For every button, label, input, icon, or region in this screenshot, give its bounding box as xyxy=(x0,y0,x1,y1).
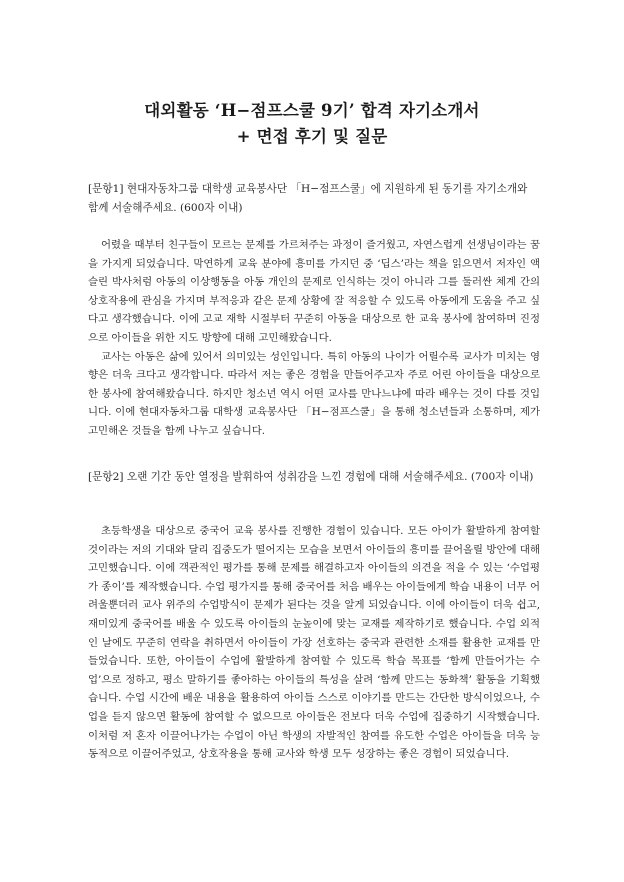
document-title xyxy=(60,98,564,150)
title-line-1: 대외활동 ‘H−점프스쿨 9기’ 합격 자기소개서 xyxy=(144,101,480,120)
answer-2-paragraph-1: 초등학생을 대상으로 중국어 교육 봉사를 진행한 경험이 있습니다. 모든 아이가 활발하게 참여할 것이라는 저의 기대와 달리 집중도가 떨어지는 모습을 보면서 아이들의 흥미를 끌어올릴 방안에 대해 고민했습니다. 이에 객관적인 평가를 통해 문제를 해결하고자 아이들의 의견을 적을 수 있는 ‘수업평가 종이’를 제작했습니다. 수업 평가지를 통해 중국어를 처음 배우는 아이들에게 학습 내용이 너무 어려울뿐더러 교사 위주의 수업방식이 문제가 된다는 것을 알게 되었습니다. 이에 아이들이 더욱 쉽고, 재미있게 중국어를 배울 수 있도록 아이들의 눈높이에 맞는 교재를 제작하기로 했습니다. 수업 외적인 날에도 꾸준히 연락을 취하면서 아이들이 가장 선호하는 중국과 관련한 소재를 활용한 교재를 만들었습니다. 또한, 아이들이 수업에 활발하게 참여할 수 있도록 학습 목표를 ‘함께 만들어가는 수업’으로 정하고, 평소 말하기를 좋아하는 아이들의 특성을 살려 ‘함께 만드는 동화책’ 활동을 기획했습니다. 수업 시간에 배운 내용을 활용하여 아이들 스스로 이야기를 만드는 간단한 방식이었으나, 수업을 듣지 않으면 활동에 참여할 수 없으므로 아이들은 전보다 더욱 수업에 집중하기 시작했습니다. 이처럼 저 혼자 이끌어나가는 수업이 아닌 학생의 자발적인 참여를 유도한 수업은 아이들을 더욱 능동적으로 이끌어주었고, 상호작용을 통해 교사와 학생 모두 성장하는 좋은 경험이 되었습니다. xyxy=(88,525,540,761)
answer-1-paragraph-1: 어렸을 때부터 친구들이 모르는 문제를 가르쳐주는 과정이 즐거웠고, 자연스럽게 선생님이라는 꿈을 가지게 되었습니다. 막연하게 교육 분야에 흥미를 가지던 중 ‘딥스’라는 책을 읽으면서 저자인 액슬린 박사처럼 아동의 이상행동을 아동 개인의 문제로 인식하는 것이 아니라 그를 둘러싼 체계 간의 상호작용에 관심을 가지며 부적응과 같은 문제 상황에 잘 적응할 수 있도록 아동에게 도움을 주고 싶다고 생각했습니다. 이에 고교 재학 시절부터 꾸준히 아동을 대상으로 한 교육 봉사에 참여하며 진정으로 아이들을 위한 지도 방향에 대해 고민해왔습니다. xyxy=(88,239,540,344)
title-line-2: + 면접 후기 및 질문 xyxy=(236,127,388,146)
answer-1 xyxy=(88,236,540,441)
question-2: [문항2] 오랜 기간 동안 열정을 발휘하여 성취감을 느낀 경험에 대해 서술해주세요. (700자 이내) xyxy=(88,471,534,483)
question-1: [문항1] 현대자동차그룹 대학생 교육봉사단 「H−점프스쿨」에 지원하게 된 동기를 자기소개와 함께 서술해주세요. (600자 이내) xyxy=(88,183,528,214)
answer-2 xyxy=(88,522,540,764)
answer-1-paragraph-2: 교사는 아동은 삶에 있어서 의미있는 성인입니다. 특히 아동의 나이가 어릴수록 교사가 미치는 영향은 더욱 크다고 생각합니다. 따라서 저는 좋은 경험을 만들어주고자 주로 어린 아이들을 대상으로 한 봉사에 참여해왔습니다. 하지만 청소년 역시 어떤 교사를 만나느냐에 따라 배우는 것이 다를 것입니다. 이에 현대자동차그룹 대학생 교육봉사단 「H−점프스쿨」을 통해 청소년들과 소통하며, 제가 고민해온 것들을 함께 나누고 싶습니다. xyxy=(88,350,540,437)
